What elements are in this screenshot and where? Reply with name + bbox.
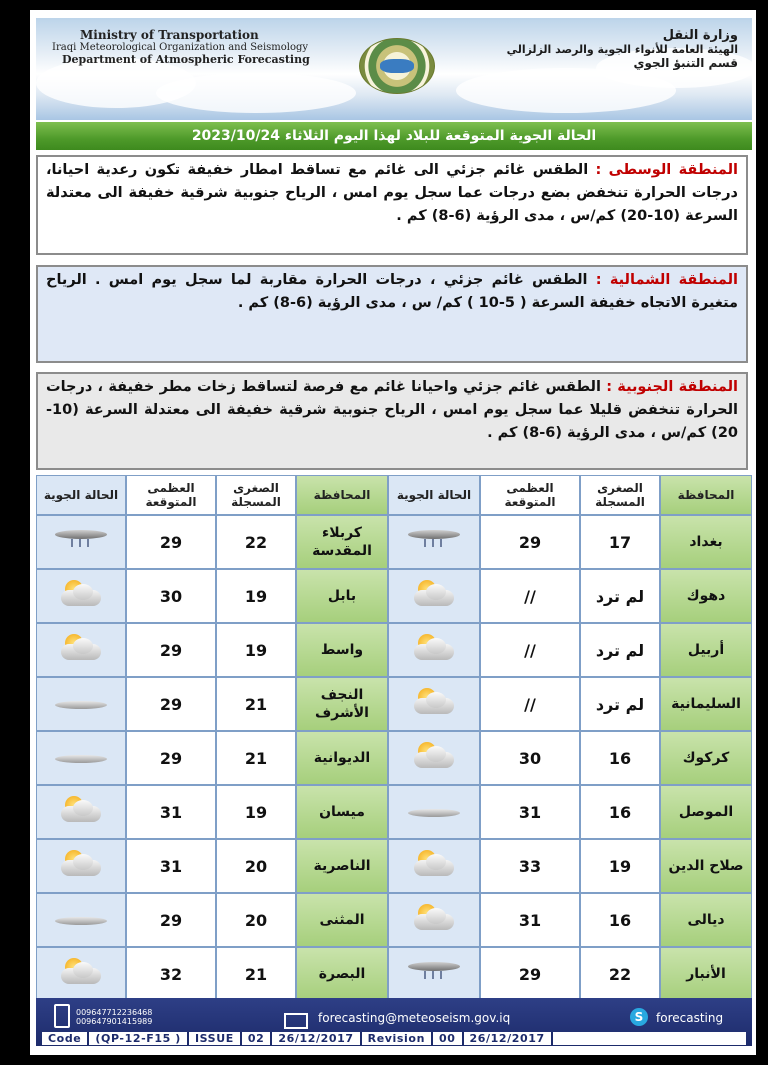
province-name: أربيل xyxy=(660,623,752,677)
haze-icon xyxy=(55,701,107,709)
department-name-ar: قسم التنبؤ الجوي xyxy=(633,56,738,70)
region-north-text: الطقس غائم جزئي ، درجات الحرارة مقاربة لما سجل يوم امس . الرياح متغيرة الاتجاه خفيفة السرعة ( 5-10 ) كم/ س ، مدى الرؤية (6-8) كم . xyxy=(46,272,738,311)
max-expected: 29 xyxy=(126,515,216,569)
weather-cell xyxy=(388,623,480,677)
weather-cell xyxy=(388,569,480,623)
region-central-name: المنطقة الوسطى : xyxy=(595,162,738,178)
haze-icon xyxy=(55,755,107,763)
revision-date: 26/12/2017 xyxy=(464,1032,553,1045)
province-name: صلاح الدين xyxy=(660,839,752,893)
region-north-name: المنطقة الشمالية : xyxy=(595,272,739,288)
province-name: بغداد xyxy=(660,515,752,569)
phone-icon xyxy=(54,1004,70,1028)
header-province: المحافظة xyxy=(296,475,388,515)
rain-cloud-icon xyxy=(408,530,460,550)
province-name: كركوك xyxy=(660,731,752,785)
max-expected: 31 xyxy=(480,893,580,947)
haze-icon xyxy=(408,809,460,817)
province-name: واسط xyxy=(296,623,388,677)
table-row xyxy=(36,623,752,677)
min-recorded: 20 xyxy=(216,893,296,947)
min-recorded: لم ترد xyxy=(580,569,660,623)
region-central xyxy=(36,155,748,255)
province-name: كربلاء المقدسة xyxy=(296,515,388,569)
max-expected: 30 xyxy=(480,731,580,785)
province-name: دهوك xyxy=(660,569,752,623)
province-name: المثنى xyxy=(296,893,388,947)
province-forecast-table xyxy=(36,475,752,1001)
province-name: البصرة xyxy=(296,947,388,1001)
min-recorded: 19 xyxy=(216,623,296,677)
province-name: الديوانية xyxy=(296,731,388,785)
min-recorded: لم ترد xyxy=(580,623,660,677)
envelope-icon xyxy=(284,1013,308,1029)
partly-cloudy-icon xyxy=(57,794,105,826)
max-expected: 32 xyxy=(126,947,216,1001)
department-name-en: Department of Atmospheric Forecasting xyxy=(62,53,310,66)
province-name: الناصرية xyxy=(296,839,388,893)
partly-cloudy-icon xyxy=(410,686,458,718)
header-province: المحافظة xyxy=(660,475,752,515)
partly-cloudy-icon xyxy=(410,740,458,772)
code-label: Code xyxy=(42,1032,89,1045)
partly-cloudy-icon xyxy=(410,578,458,610)
partly-cloudy-icon xyxy=(410,848,458,880)
min-recorded: 16 xyxy=(580,893,660,947)
min-recorded: لم ترد xyxy=(580,677,660,731)
weather-cell xyxy=(36,731,126,785)
min-recorded: 17 xyxy=(580,515,660,569)
issue-label: ISSUE xyxy=(189,1032,242,1045)
rain-cloud-icon xyxy=(55,530,107,550)
min-recorded: 19 xyxy=(216,785,296,839)
organization-name-en: Iraqi Meteorological Organization and Seismology xyxy=(52,42,309,53)
min-recorded: 21 xyxy=(216,731,296,785)
table-row xyxy=(36,515,752,569)
phone-number-2: 009647901415989 xyxy=(76,1017,153,1026)
max-expected: 29 xyxy=(126,677,216,731)
phone-number-1: 009647712236468 xyxy=(76,1008,153,1017)
max-expected: 29 xyxy=(126,731,216,785)
header-max-expected: العظمى المتوقعة xyxy=(126,475,216,515)
header-min-recorded: الصغرى المسجلة xyxy=(580,475,660,515)
page-title: الحالة الجوية المتوقعة للبلاد لهذا اليوم الثلاثاء 2023/10/24 xyxy=(36,122,752,150)
min-recorded: 20 xyxy=(216,839,296,893)
footer-bar xyxy=(36,998,752,1046)
partly-cloudy-icon xyxy=(57,578,105,610)
partly-cloudy-icon xyxy=(57,956,105,988)
min-recorded: 21 xyxy=(216,677,296,731)
weather-cell xyxy=(36,785,126,839)
table-row xyxy=(36,893,752,947)
max-expected: 33 xyxy=(480,839,580,893)
min-recorded: 19 xyxy=(216,569,296,623)
ministry-name-ar: وزارة النقل xyxy=(662,28,738,43)
region-north xyxy=(36,265,748,363)
max-expected: 31 xyxy=(480,785,580,839)
weather-cell xyxy=(388,785,480,839)
table-row xyxy=(36,839,752,893)
max-expected: 31 xyxy=(126,839,216,893)
max-expected: // xyxy=(480,569,580,623)
province-name: الأنبار xyxy=(660,947,752,1001)
weather-cell xyxy=(36,893,126,947)
region-south-name: المنطقة الجنوبية : xyxy=(606,379,738,395)
max-expected: // xyxy=(480,677,580,731)
table-header-row xyxy=(36,475,752,515)
arabic-heading xyxy=(507,28,738,70)
issue-number: 02 xyxy=(242,1032,273,1045)
min-recorded: 16 xyxy=(580,785,660,839)
rain-cloud-icon xyxy=(408,962,460,982)
table-row xyxy=(36,947,752,1001)
province-name: الموصل xyxy=(660,785,752,839)
weather-cell xyxy=(388,515,480,569)
province-name: ديالى xyxy=(660,893,752,947)
ministry-name-en: Ministry of Transportation xyxy=(80,28,259,42)
header-min-recorded: الصغرى المسجلة xyxy=(216,475,296,515)
skype-icon: S xyxy=(630,1008,648,1026)
max-expected: 29 xyxy=(480,947,580,1001)
header-max-expected: العظمى المتوقعة xyxy=(480,475,580,515)
partly-cloudy-icon xyxy=(410,902,458,934)
weather-cell xyxy=(388,839,480,893)
header-weather: الحالة الجوية xyxy=(388,475,480,515)
weather-cell xyxy=(388,731,480,785)
haze-icon xyxy=(55,917,107,925)
revision-label: Revision xyxy=(362,1032,433,1045)
code-value: (QP-12-F15 ) xyxy=(89,1032,189,1045)
table-row xyxy=(36,785,752,839)
weather-cell xyxy=(36,677,126,731)
weather-cell xyxy=(388,677,480,731)
document-code-strip xyxy=(42,1032,746,1045)
partly-cloudy-icon xyxy=(57,848,105,880)
min-recorded: 22 xyxy=(216,515,296,569)
province-name: بابل xyxy=(296,569,388,623)
weather-cell xyxy=(36,623,126,677)
table-row xyxy=(36,677,752,731)
email-address: forecasting@meteoseism.gov.iq xyxy=(318,1011,511,1025)
table-row xyxy=(36,569,752,623)
phone-numbers xyxy=(76,1008,152,1026)
partly-cloudy-icon xyxy=(410,632,458,664)
issue-date: 26/12/2017 xyxy=(272,1032,361,1045)
max-expected: 29 xyxy=(126,893,216,947)
header-banner xyxy=(36,18,752,120)
weather-cell xyxy=(36,569,126,623)
province-name: السليمانية xyxy=(660,677,752,731)
min-recorded: 21 xyxy=(216,947,296,1001)
province-name: ميسان xyxy=(296,785,388,839)
max-expected: 31 xyxy=(126,785,216,839)
min-recorded: 19 xyxy=(580,839,660,893)
organization-logo-icon xyxy=(359,38,435,94)
min-recorded: 22 xyxy=(580,947,660,1001)
max-expected: 30 xyxy=(126,569,216,623)
weather-cell xyxy=(388,893,480,947)
min-recorded: 16 xyxy=(580,731,660,785)
max-expected: 29 xyxy=(126,623,216,677)
weather-cell xyxy=(36,947,126,1001)
max-expected: 29 xyxy=(480,515,580,569)
forecast-sheet xyxy=(30,10,756,1055)
max-expected: // xyxy=(480,623,580,677)
skype-handle: forecasting xyxy=(656,1011,724,1025)
header-weather: الحالة الجوية xyxy=(36,475,126,515)
region-central-text: الطقس غائم جزئي الى غائم مع تساقط امطار خفيفة تكون رعدية احيانا، درجات الحرارة تنخفض بضع درجات عما سجل يوم امس ، الرياح جنوبية شرقية خفيفة الى معتدلة السرعة (10-20) كم/س ، مدى الرؤية (6-8) كم . xyxy=(46,162,738,224)
region-south-text: الطقس غائم جزئي واحيانا غائم مع فرصة لتساقط زخات مطر خفيفة ، درجات الحرارة تنخفض قليلا عما سجل يوم امس ، الرياح جنوبية شرقية خفيفة الى معتدلة السرعة (10-20) كم/س ، مدى الرؤية (6-8) كم . xyxy=(46,379,738,441)
revision-number: 00 xyxy=(433,1032,464,1045)
region-south xyxy=(36,372,748,470)
weather-cell xyxy=(36,839,126,893)
partly-cloudy-icon xyxy=(57,632,105,664)
organization-name-ar: الهيئة العامة للأنواء الجوية والرصد الزلزالي xyxy=(506,43,738,56)
province-name: النجف الأشرف xyxy=(296,677,388,731)
english-heading xyxy=(46,28,310,66)
weather-cell xyxy=(36,515,126,569)
weather-cell xyxy=(388,947,480,1001)
table-row xyxy=(36,731,752,785)
